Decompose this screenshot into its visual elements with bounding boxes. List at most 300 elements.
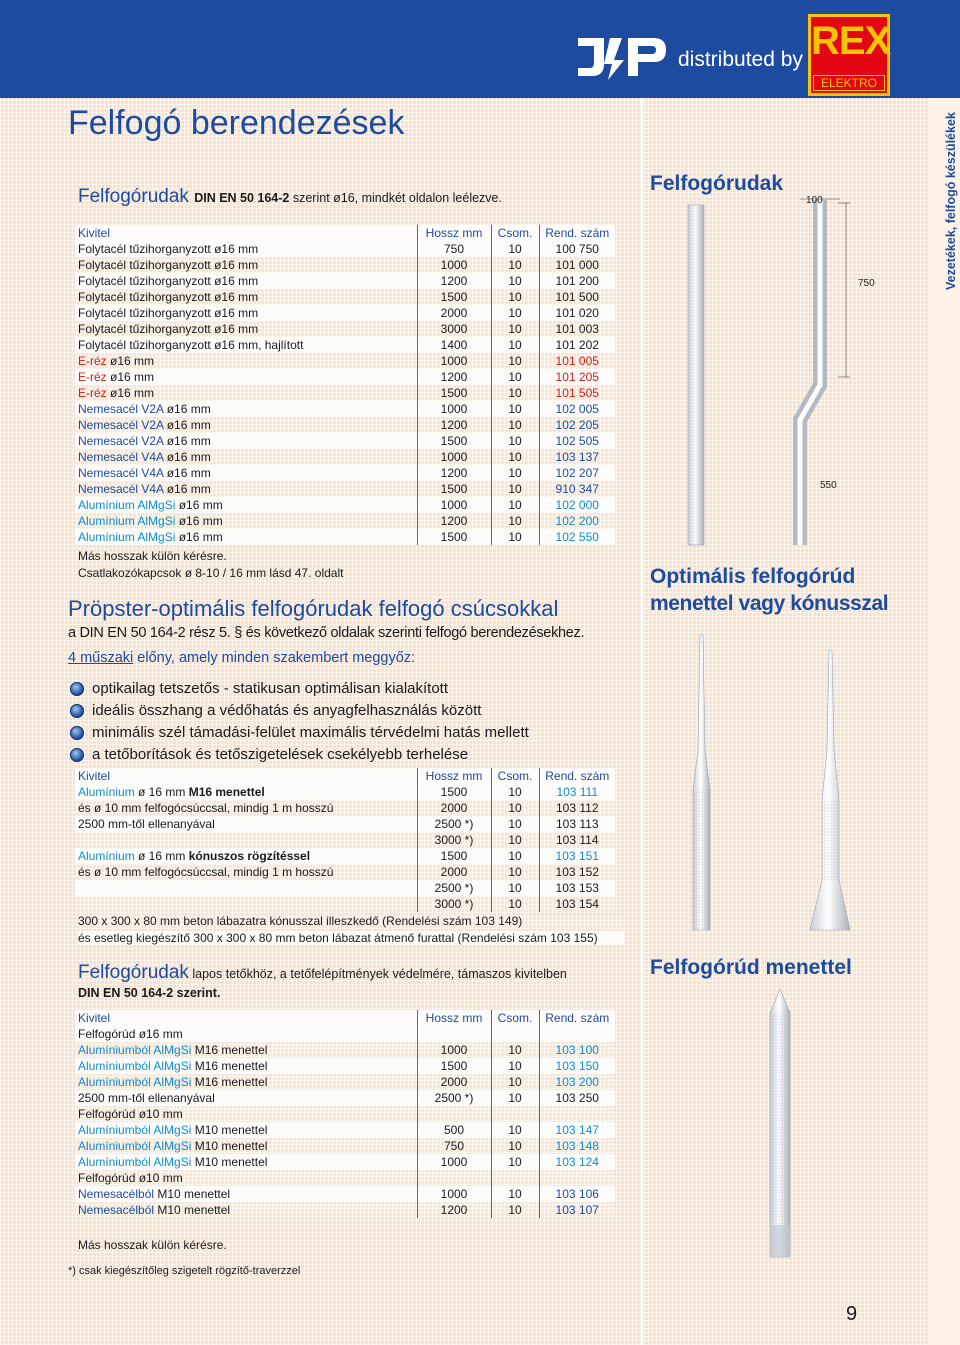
cell-hossz-text: 3000 xyxy=(440,322,468,336)
cell-rend-szam-text: 102 505 xyxy=(555,434,599,448)
cell-hossz-text: 1200 xyxy=(440,370,468,384)
cell-kivitel xyxy=(75,257,417,273)
cell-rend-szam xyxy=(539,816,615,832)
cell-csom xyxy=(491,273,539,289)
sidebar-vertical-text: Vezetékek, felfogó készülékek xyxy=(944,112,958,290)
cell-rend-szam xyxy=(539,1138,615,1154)
cell-kivitel xyxy=(75,1138,417,1154)
cell-material: Nemesacélból xyxy=(78,1203,155,1217)
cell-kivitel xyxy=(75,529,417,545)
cell-rend-szam xyxy=(539,481,615,497)
table-row xyxy=(75,1026,615,1042)
table-row xyxy=(75,529,615,545)
cell-rend-szam xyxy=(539,417,615,433)
cell-material: Nemesacél V4A xyxy=(78,450,164,464)
cell-rend-szam-text: 103 124 xyxy=(555,1155,599,1169)
cell-hossz-text: 1000 xyxy=(440,498,468,512)
cell-csom-text: 10 xyxy=(508,386,522,400)
cell-kivitel xyxy=(75,896,417,912)
cell-kivitel xyxy=(75,816,417,832)
table-row xyxy=(75,481,615,497)
cell-rend-szam-text: 103 250 xyxy=(555,1091,599,1105)
cell-rend-szam-text: 100 750 xyxy=(555,242,599,256)
cell-csom xyxy=(491,880,539,896)
cell-rend-szam-text: 101 020 xyxy=(555,306,599,320)
cell-spec: M16 menettel xyxy=(191,1075,268,1089)
cell-spec: Felfogórúd ø16 mm xyxy=(78,1027,183,1041)
cell-hossz-text: 1200 xyxy=(440,466,468,480)
cell-spec: ø16 mm xyxy=(163,418,211,432)
cell-csom-text: 10 xyxy=(508,482,522,496)
cell-hossz-text: 3000 *) xyxy=(434,833,474,847)
optimal-rod-threaded xyxy=(693,635,710,930)
cell-csom xyxy=(491,864,539,880)
cell-kivitel xyxy=(75,1202,417,1218)
bullet-text: a tetőborítások és tetőszigetelések csekélyebb terhelése xyxy=(92,746,469,763)
cell-rend-szam xyxy=(539,513,615,529)
cell-rend-szam xyxy=(539,241,615,257)
cell-csom xyxy=(491,449,539,465)
cell-rend-szam xyxy=(539,1058,615,1074)
cell-rend-szam-text: 101 200 xyxy=(555,274,599,288)
cell-hossz xyxy=(417,513,491,529)
cell-kivitel xyxy=(75,289,417,305)
table-row xyxy=(75,1154,615,1170)
header-rend-szam xyxy=(539,225,615,241)
cell-csom xyxy=(491,305,539,321)
cell-csom xyxy=(491,417,539,433)
cell-hossz-text: 1000 xyxy=(440,450,468,464)
cell-hossz-text: 2000 xyxy=(440,801,468,815)
table-row xyxy=(75,465,615,481)
cell-hossz xyxy=(417,1074,491,1090)
table-row xyxy=(75,1138,615,1154)
cell-kivitel xyxy=(75,305,417,321)
cell-csom xyxy=(491,481,539,497)
cell-spec: ø16 mm xyxy=(175,530,223,544)
cell-kivitel xyxy=(75,1058,417,1074)
cell-csom-text: 10 xyxy=(508,418,522,432)
cell-rend-szam xyxy=(539,401,615,417)
section1-title xyxy=(78,186,502,208)
table-row xyxy=(75,497,615,513)
cell-rend-szam xyxy=(539,465,615,481)
table-row xyxy=(75,1074,615,1090)
cell-csom-text: 10 xyxy=(508,1139,522,1153)
cell-hossz-text: 1000 xyxy=(440,258,468,272)
cell-csom-text: 10 xyxy=(508,290,522,304)
straight-rod xyxy=(688,205,704,545)
cell-spec: ø16 mm xyxy=(163,482,211,496)
cell-rend-szam xyxy=(539,1154,615,1170)
cell-csom xyxy=(491,513,539,529)
cell-kivitel xyxy=(75,241,417,257)
cell-csom-text: 10 xyxy=(508,1059,522,1073)
cell-csom xyxy=(491,800,539,816)
table2-note-2: és esetleg kiegészítő 300 x 300 x 80 mm beton lábazat átmenő furattal (Rendelési szám 103 155) xyxy=(78,931,624,945)
table-row xyxy=(75,1186,615,1202)
cell-csom xyxy=(491,1154,539,1170)
cell-csom-text: 10 xyxy=(508,450,522,464)
cell-material: Folytacél tűzihorganyzott ø16 mm xyxy=(78,274,259,288)
cell-material: Folytacél tűzihorganyzott ø16 mm xyxy=(78,290,259,304)
cell-csom xyxy=(491,896,539,912)
bullet-item xyxy=(70,744,529,766)
distributed-by-text: distributed by xyxy=(678,48,803,71)
header-kivitel xyxy=(75,768,417,784)
cell-csom xyxy=(491,784,539,800)
cell-material: Folytacél tűzihorganyzott ø16 mm xyxy=(78,258,259,272)
cell-rend-szam-text: 103 148 xyxy=(555,1139,599,1153)
advantages-list xyxy=(70,678,529,766)
cell-hossz xyxy=(417,1202,491,1218)
header-rend-szam-text: Rend. szám xyxy=(545,1011,610,1025)
rex-logo xyxy=(808,14,890,96)
table-row xyxy=(75,369,615,385)
cell-hossz xyxy=(417,784,491,800)
section1-desc xyxy=(194,191,502,205)
footnote: *) csak kiegészítőleg szigetelt rögzítő-traverzzel xyxy=(68,1265,301,1277)
cell-hossz xyxy=(417,1090,491,1106)
cell-hossz-text: 1500 xyxy=(440,849,468,863)
cell-hossz xyxy=(417,497,491,513)
header-rend-szam-text: Rend. szám xyxy=(545,226,610,240)
cell-hossz-text: 750 xyxy=(443,1139,465,1153)
cell-csom-text: 10 xyxy=(508,434,522,448)
cell-csom xyxy=(491,1106,539,1122)
table1-note-2: Csatlakozókapcsok ø 8-10 / 16 mm lásd 47. oldalt xyxy=(78,566,344,580)
cell-hossz xyxy=(417,800,491,816)
table-row xyxy=(75,1058,615,1074)
cell-csom-text: 10 xyxy=(508,258,522,272)
cell-csom xyxy=(491,353,539,369)
header-hossz xyxy=(417,768,491,784)
cell-kivitel xyxy=(75,1186,417,1202)
cell-hossz xyxy=(417,433,491,449)
cell-hossz-text: 1500 xyxy=(440,386,468,400)
cell-material: Alumíniumból AlMgSi xyxy=(78,1059,192,1073)
cell-csom xyxy=(491,529,539,545)
header-hossz-text: Hossz mm xyxy=(425,226,483,240)
cell-kivitel xyxy=(75,1106,417,1122)
cell-kivitel xyxy=(75,369,417,385)
cell-csom-text: 10 xyxy=(508,881,522,895)
cell-material: E-réz xyxy=(78,386,107,400)
optimal-rod-cone xyxy=(810,650,850,930)
header-bar xyxy=(0,0,960,98)
header-csom xyxy=(491,225,539,241)
cell-material: Nemesacél V2A xyxy=(78,402,164,416)
cell-hossz xyxy=(417,1026,491,1042)
cell-csom xyxy=(491,816,539,832)
cell-csom xyxy=(491,1202,539,1218)
cell-rend-szam xyxy=(539,497,615,513)
cell-hossz xyxy=(417,481,491,497)
cell-rend-szam-text: 103 151 xyxy=(555,849,599,863)
cell-csom xyxy=(491,832,539,848)
cell-kivitel xyxy=(75,1042,417,1058)
cell-spec: 2500 mm-től ellenanyával xyxy=(78,817,215,831)
cell-hossz xyxy=(417,305,491,321)
bullet-text: minimális szél támadási-felület maximális térvédelmi hatás mellett xyxy=(92,724,529,741)
cell-hossz xyxy=(417,1122,491,1138)
cell-rend-szam-text: 102 200 xyxy=(555,514,599,528)
section1-desc-text: szerint ø16, mindkét oldalon leélezve. xyxy=(289,191,502,205)
cell-spec: ø16 mm xyxy=(175,514,223,528)
dim-550: 550 xyxy=(820,480,837,491)
cell-hossz xyxy=(417,417,491,433)
cell-rend-szam-text: 101 202 xyxy=(555,338,599,352)
cell-material: Alumíniumból AlMgSi xyxy=(78,1155,192,1169)
cell-rend-szam-text: 103 106 xyxy=(555,1187,599,1201)
bullet-item xyxy=(70,700,529,722)
cell-hossz-text: 1000 xyxy=(440,1155,468,1169)
cell-rend-szam xyxy=(539,273,615,289)
cell-rend-szam xyxy=(539,385,615,401)
cell-hossz xyxy=(417,1138,491,1154)
bullet-item xyxy=(70,722,529,744)
cell-csom xyxy=(491,1122,539,1138)
cell-rend-szam xyxy=(539,529,615,545)
table-row xyxy=(75,321,615,337)
cell-rend-szam-text: 101 205 xyxy=(555,370,599,384)
cell-csom-text: 10 xyxy=(508,354,522,368)
rex-logo-sub: ELEKTRO xyxy=(813,75,885,91)
section2-title: Pröpster-optimális felfogórudak felfogó csúcsokkal xyxy=(68,596,559,621)
cell-rend-szam-text: 103 107 xyxy=(555,1203,599,1217)
bullet-text: optikailag tetszetős - statikusan optimálisan kialakított xyxy=(92,680,449,697)
cell-hossz xyxy=(417,1042,491,1058)
cell-spec: M16 menettel xyxy=(191,1043,268,1057)
bullet-icon xyxy=(70,704,84,718)
cell-spec: ø16 mm xyxy=(163,450,211,464)
table-row xyxy=(75,353,615,369)
cell-hossz xyxy=(417,353,491,369)
cell-csom-text: 10 xyxy=(508,530,522,544)
cell-material: E-réz xyxy=(78,354,107,368)
cell-material: Nemesacél V4A xyxy=(78,482,164,496)
bullet-text: ideális összhang a védőhatás és anyagfelhasználás között xyxy=(92,702,482,719)
cell-csom-text: 10 xyxy=(508,1203,522,1217)
cell-kivitel xyxy=(75,481,417,497)
cell-csom xyxy=(491,1138,539,1154)
cell-kivitel xyxy=(75,800,417,816)
cell-csom-text: 10 xyxy=(508,801,522,815)
table-row xyxy=(75,880,615,896)
cell-csom-text: 10 xyxy=(508,897,522,911)
cell-material: Alumíniumból AlMgSi xyxy=(78,1123,192,1137)
cell-csom xyxy=(491,257,539,273)
cell-material: Alumíniumból AlMgSi xyxy=(78,1043,192,1057)
cell-spec: ø16 mm xyxy=(163,466,211,480)
cell-hossz xyxy=(417,385,491,401)
table-flat-roof-rods xyxy=(75,1010,615,1218)
column-divider xyxy=(641,98,643,1345)
cell-hossz-text: 1000 xyxy=(440,1187,468,1201)
cell-hossz-text: 2500 *) xyxy=(434,881,474,895)
page-title: Felfogó berendezések xyxy=(68,104,405,142)
cell-kivitel xyxy=(75,832,417,848)
table-row xyxy=(75,1202,615,1218)
cell-kivitel xyxy=(75,1122,417,1138)
cell-rend-szam xyxy=(539,1202,615,1218)
cell-rend-szam-text: 101 003 xyxy=(555,322,599,336)
cell-spec: M10 menettel xyxy=(154,1187,231,1201)
table-row xyxy=(75,337,615,353)
header-kivitel-text: Kivitel xyxy=(78,769,111,783)
cell-csom-text: 10 xyxy=(508,1155,522,1169)
cell-kivitel xyxy=(75,880,417,896)
cell-spec: M10 menettel xyxy=(191,1123,268,1137)
header-kivitel xyxy=(75,1010,417,1026)
cell-rend-szam-text: 101 500 xyxy=(555,290,599,304)
cell-hossz-text: 1200 xyxy=(440,418,468,432)
table2-note-1: 300 x 300 x 80 mm beton lábazatra kónusszal illeszkedő (Rendelési szám 103 149) xyxy=(78,914,624,928)
table-rods xyxy=(75,225,615,545)
cell-rend-szam xyxy=(539,1074,615,1090)
table-row xyxy=(75,273,615,289)
cell-kivitel xyxy=(75,864,417,880)
cell-spec-bold: M16 menettel xyxy=(188,785,265,799)
cell-rend-szam-text: 103 137 xyxy=(555,450,599,464)
table-row xyxy=(75,305,615,321)
cell-hossz xyxy=(417,1106,491,1122)
cell-hossz-text: 2000 xyxy=(440,865,468,879)
cell-material: Nemesacél V2A xyxy=(78,418,164,432)
table-row xyxy=(75,896,615,912)
cell-csom-text: 10 xyxy=(508,514,522,528)
cell-csom xyxy=(491,1026,539,1042)
cell-hossz-text: 1000 xyxy=(440,354,468,368)
cell-rend-szam xyxy=(539,1106,615,1122)
cell-hossz-text: 1200 xyxy=(440,1203,468,1217)
cell-rend-szam xyxy=(539,337,615,353)
header-csom-text: Csom. xyxy=(497,769,533,783)
cell-rend-szam-text: 103 111 xyxy=(556,785,599,799)
cell-csom xyxy=(491,497,539,513)
cell-rend-szam-text: 103 150 xyxy=(555,1059,599,1073)
cell-rend-szam xyxy=(539,305,615,321)
cell-rend-szam-text: 103 147 xyxy=(555,1123,599,1137)
table-optimal-rods xyxy=(75,768,615,912)
cell-kivitel xyxy=(75,784,417,800)
cell-kivitel xyxy=(75,273,417,289)
cell-hossz xyxy=(417,337,491,353)
cell-rend-szam-text: 103 100 xyxy=(555,1043,599,1057)
table-row xyxy=(75,816,615,832)
cell-hossz-text: 1500 xyxy=(440,530,468,544)
cell-csom xyxy=(491,1074,539,1090)
cell-rend-szam xyxy=(539,848,615,864)
header-kivitel-text: Kivitel xyxy=(78,1011,111,1025)
cell-hossz-text: 2500 *) xyxy=(434,1091,474,1105)
table-row xyxy=(75,385,615,401)
cell-csom xyxy=(491,465,539,481)
cell-csom-text: 10 xyxy=(508,498,522,512)
header-hossz-text: Hossz mm xyxy=(425,769,483,783)
table-row xyxy=(75,401,615,417)
table-row xyxy=(75,784,615,800)
cell-hossz-text: 750 xyxy=(443,242,465,256)
cell-csom xyxy=(491,289,539,305)
cell-hossz xyxy=(417,864,491,880)
cell-hossz xyxy=(417,465,491,481)
cell-kivitel xyxy=(75,848,417,864)
cell-csom xyxy=(491,1186,539,1202)
cell-hossz-text: 3000 *) xyxy=(434,897,474,911)
cell-spec: ø16 mm xyxy=(175,498,223,512)
cell-rend-szam xyxy=(539,433,615,449)
cell-hossz-text: 1500 xyxy=(440,785,468,799)
cell-spec: Felfogórúd ø10 mm xyxy=(78,1171,183,1185)
header-rend-szam xyxy=(539,1010,615,1026)
cell-spec: ø16 mm xyxy=(106,354,155,368)
cell-hossz xyxy=(417,880,491,896)
cell-material: Folytacél tűzihorganyzott ø16 mm xyxy=(78,322,259,336)
cell-kivitel xyxy=(75,1170,417,1186)
cell-rend-szam xyxy=(539,1042,615,1058)
cell-rend-szam xyxy=(539,800,615,816)
cell-csom xyxy=(491,337,539,353)
cell-kivitel xyxy=(75,1026,417,1042)
bullet-icon xyxy=(70,682,84,696)
cell-spec-bold: kónuszos rögzítéssel xyxy=(188,849,311,863)
cell-spec: ø 16 mm xyxy=(134,785,189,799)
threaded-rod-drawing xyxy=(700,985,860,1265)
cell-spec: M10 menettel xyxy=(154,1203,231,1217)
table-row xyxy=(75,433,615,449)
cell-hossz-text: 1400 xyxy=(440,338,468,352)
cell-hossz-text: 1500 xyxy=(440,290,468,304)
cell-hossz xyxy=(417,896,491,912)
bullet-item xyxy=(70,678,529,700)
cell-rend-szam-text: 101 505 xyxy=(555,386,599,400)
cell-rend-szam xyxy=(539,864,615,880)
dim-750: 750 xyxy=(858,278,875,289)
cell-kivitel xyxy=(75,465,417,481)
cell-hossz-text: 2500 *) xyxy=(434,817,474,831)
table-row xyxy=(75,289,615,305)
cell-hossz xyxy=(417,241,491,257)
cell-rend-szam xyxy=(539,353,615,369)
cell-csom xyxy=(491,241,539,257)
cell-rend-szam-text: 103 112 xyxy=(556,801,599,815)
table-row xyxy=(75,848,615,864)
advantages-rest: előny, amely minden szakembert meggyőz: xyxy=(133,650,416,666)
cell-hossz xyxy=(417,848,491,864)
cell-material: Nemesacélból xyxy=(78,1187,155,1201)
cell-hossz-text: 1500 xyxy=(440,1059,468,1073)
cell-rend-szam xyxy=(539,880,615,896)
cell-spec: ø16 mm xyxy=(106,370,155,384)
cell-csom xyxy=(491,321,539,337)
header-rend-szam-text: Rend. szám xyxy=(545,769,610,783)
cell-kivitel xyxy=(75,1074,417,1090)
threaded-rod xyxy=(770,989,790,1257)
cell-csom-text: 10 xyxy=(508,370,522,384)
cell-csom-text: 10 xyxy=(508,322,522,336)
cell-rend-szam-text: 103 153 xyxy=(555,881,599,895)
cell-kivitel xyxy=(75,497,417,513)
table-row xyxy=(75,1090,615,1106)
cell-kivitel xyxy=(75,401,417,417)
cell-hossz-text: 1200 xyxy=(440,274,468,288)
table-row xyxy=(75,417,615,433)
cell-hossz xyxy=(417,449,491,465)
optimal-rod-drawings xyxy=(650,630,920,950)
cell-hossz xyxy=(417,273,491,289)
cell-spec: és ø 10 mm felfogócsúccsal, mindig 1 m hosszú xyxy=(78,865,334,879)
